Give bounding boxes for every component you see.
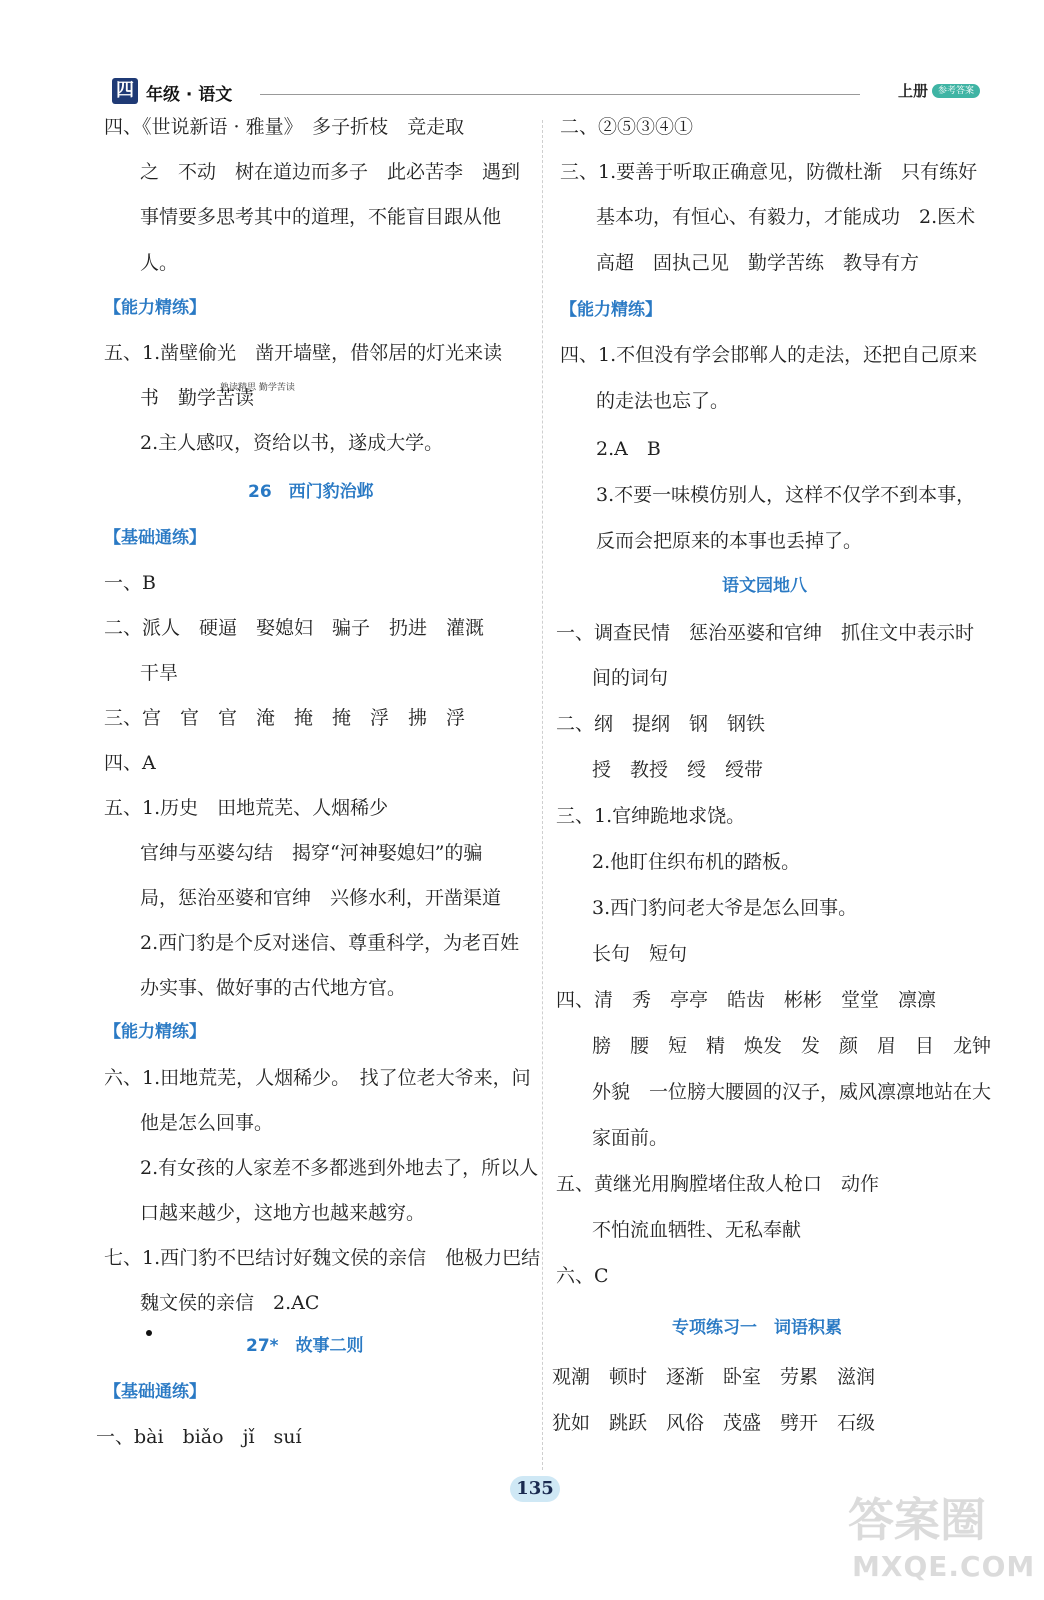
unit-title: 语文园地八 [722,576,807,596]
answer-line: 事情要多思考其中的道理，不能盲目跟从他 [140,206,502,228]
answer-line: 三、1.官绅跪地求饶。 [556,805,746,827]
answer-line: 犹如 跳跃 风俗 茂盛 劈开 石级 [552,1412,876,1434]
answer-line: 观潮 顿时 逐渐 卧室 劳累 滋润 [552,1366,876,1388]
grade-subject: 年级 · 语文 [146,85,233,105]
grade-badge: 四 [112,78,138,104]
answer-line: 四、1.不但没有学会邯郸人的走法，还把自己原来 [560,344,978,366]
answer-line: 他是怎么回事。 [140,1112,274,1134]
answer-line: 二、纲 提纲 钢 钢铁 [556,713,766,735]
answer-line: 五、1.凿壁偷光 凿开墙壁，借邻居的灯光来读 [104,342,503,364]
answer-line: 一、B [104,572,156,594]
answer-line: 2.他盯住织布机的踏板。 [592,851,801,873]
answer-line: 2.西门豹是个反对迷信、尊重科学，为老百姓 [140,932,520,954]
answer-line: 办实事、做好事的古代地方官。 [140,977,407,999]
answer-line: 2.有女孩的人家差不多都逃到外地去了，所以人 [140,1157,539,1179]
answer-line: 五、黄继光用胸膛堵住敌人枪口 动作 [556,1173,880,1195]
watermark-text: 答案圈 [848,1493,986,1547]
answer-line: 一、bài biǎo jǐ suí [96,1426,302,1448]
volume-label: 上册 [897,82,928,100]
answer-line: 外貌 一位膀大腰圆的汉子，威风凛凛地站在大 [592,1081,992,1103]
answer-line: 口越来越少，这地方也越来越穷。 [140,1202,426,1224]
header-rule [260,94,860,95]
section-heading: 【能力精练】 [104,1022,206,1042]
answer-line: 二、派人 硬逼 娶媳妇 骗子 扔进 灌溉 [104,617,485,639]
answer-line: 的走法也忘了。 [596,390,730,412]
answer-line: 基本功，有恒心、有毅力，才能成功 2.医术 [596,206,976,228]
answer-line: 长句 短句 [592,943,688,965]
lesson-title: 27* 故事二则 [246,1336,364,1356]
section-heading: 【基础通练】 [104,528,206,548]
section-heading: 【能力精练】 [104,298,206,318]
answer-line: 3.西门豹问老大爷是怎么回事。 [592,897,858,919]
answer-line: 人。 [140,252,179,274]
column-divider [542,120,543,1470]
answer-line: 四、A [104,752,156,774]
section-heading: 【基础通练】 [104,1382,206,1402]
answer-line: 间的词句 [592,667,669,689]
answer-line: 七、1.西门豹不巴结讨好魏文侯的亲信 他极力巴结 [104,1247,541,1269]
answer-line: 魏文侯的亲信 2.AC [140,1292,320,1314]
lesson-title: 26 西门豹治邺 [248,482,374,502]
answer-line: 授 教授 绶 绶带 [592,759,764,781]
answer-line: 不怕流血牺牲、无私奉献 [592,1219,802,1241]
bullet-dot [146,1330,152,1336]
answer-line: 2.A B [596,438,661,460]
page-number: 135 [510,1476,560,1502]
answer-line: 2.主人感叹，资给以书，遂成大学。 [140,432,444,454]
answer-line: 一、调查民情 惩治巫婆和官绅 抓住文中表示时 [556,622,975,644]
watermark-url: MXQE.COM [852,1550,1036,1583]
answer-line: 局，惩治巫婆和官绅 兴修水利，开凿渠道 [140,887,502,909]
exercise-title: 专项练习一 词语积累 [672,1318,842,1338]
answer-line: 家面前。 [592,1127,669,1149]
watermark-logo [848,1484,1036,1594]
answer-line: 官绅与巫婆勾结 揭穿“河神娶媳妇”的骗 [140,842,483,864]
handwriting-note: 熟读精思 勤学苦读 [220,383,295,393]
answer-line: 六、1.田地荒芜，人烟稀少。 找了位老大爷来，问 [104,1067,531,1089]
answer-line: 之 不动 树在道边而多子 此必苦李 遇到 [140,161,521,183]
answer-line: 三、宫 官 官 淹 掩 掩 浮 拂 浮 [104,707,466,729]
answer-line: 3.不要一味模仿别人，这样不仅学不到本事， [596,484,976,506]
answer-line: 四、《世说新语 · 雅量》 多子折枝 竞走取 [104,116,465,138]
page-header [100,76,990,106]
answer-line: 反而会把原来的本事也丢掉了。 [596,530,863,552]
answer-line: 书 勤学苦读 [140,387,255,409]
section-heading: 【能力精练】 [560,300,662,320]
answer-line: 膀 腰 短 精 焕发 发 颜 眉 目 龙钟 [592,1035,992,1057]
answer-line: 六、C [556,1265,609,1287]
answer-line: 四、清 秀 亭亭 皓齿 彬彬 堂堂 凛凛 [556,989,937,1011]
series-badge: 参考答案 [932,84,980,98]
answer-line: 五、1.历史 田地荒芜、人烟稀少 [104,797,389,819]
answer-line: 高超 固执己见 勤学苦练 教导有方 [596,252,920,274]
answer-line: 干旱 [140,662,179,684]
answer-line: 三、1.要善于听取正确意见，防微杜渐 只有练好 [560,161,978,183]
answer-line: 二、②⑤③④① [560,116,694,138]
